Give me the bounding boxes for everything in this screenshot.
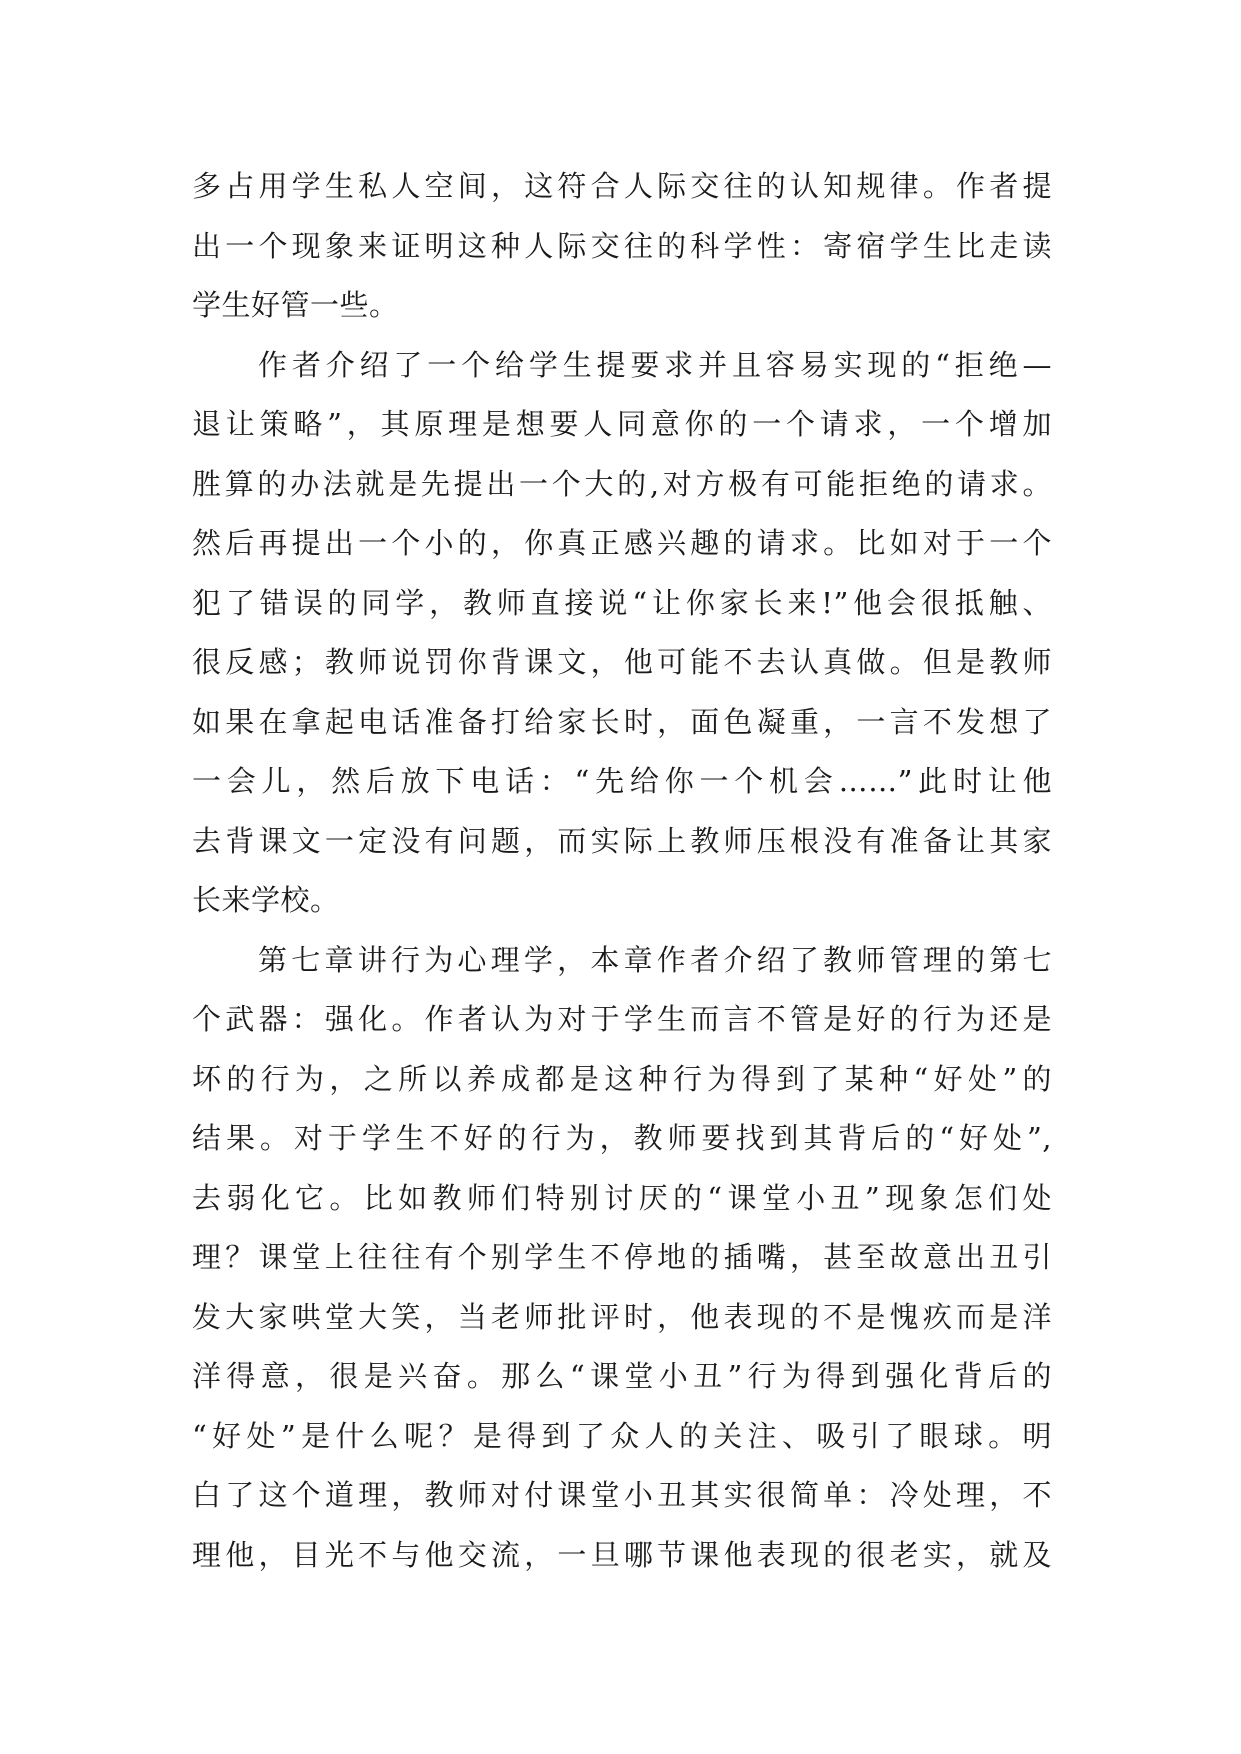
text-line: 胜算的办法就是先提出一个大的,对方极有可能拒绝的请求。 [192,466,1052,501]
text-line: 去弱化它。比如教师们特别讨厌的“课堂小丑”现象怎们处 [192,1180,1052,1215]
text-line: 长来学校。 [192,883,340,917]
text-line: 理他，目光不与他交流，一旦哪节课他表现的很老实，就及 [192,1537,1052,1572]
text-line: 理？课堂上往往有个别学生不停地的插嘴，甚至故意出丑引 [192,1240,1052,1274]
text-line: 第七章讲行为心理学，本章作者介绍了教师管理的第七 [258,942,1052,977]
text-line: 白了这个道理，教师对付课堂小丑其实很简单：冷处理，不 [192,1478,1052,1512]
text-line: 学生好管一些。 [192,288,399,322]
text-line: 出一个现象来证明这种人际交往的科学性：寄宿学生比走读 [192,228,1052,263]
text-line: 结果。对于学生不好的行为，教师要找到其背后的“好处”, [192,1121,1052,1155]
text-line: 多占用学生私人空间，这符合人际交往的认知规律。作者提 [192,169,1052,203]
text-line: 作者介绍了一个给学生提要求并且容易实现的“拒绝— [258,347,1052,382]
text-line: 很反感；教师说罚你背课文，他可能不去认真做。但是教师 [192,645,1052,679]
text-line: 个武器：强化。作者认为对于学生而言不管是好的行为还是 [192,1002,1052,1036]
text-line: 洋得意，很是兴奋。那么“课堂小丑”行为得到强化背后的 [192,1359,1052,1393]
text-line: 退让策略”，其原理是想要人同意你的一个请求，一个增加 [192,407,1052,441]
text-line: 去背课文一定没有问题，而实际上教师压根没有准备让其家 [192,823,1052,858]
text-line: 如果在拿起电话准备打给家长时，面色凝重，一言不发想了 [192,704,1052,739]
text-line: 犯了错误的同学，教师直接说“让你家长来!”他会很抵触、 [192,585,1052,620]
text-line: 发大家哄堂大笑，当老师批评时，他表现的不是愧疚而是洋 [192,1299,1052,1334]
text-line: 坏的行为，之所以养成都是这种行为得到了某种“好处”的 [192,1061,1052,1096]
text-line: 然后再提出一个小的，你真正感兴趣的请求。比如对于一个 [192,526,1052,560]
body-text [192,157,1052,1585]
text-line: 一会儿，然后放下电话：“先给你一个机会……”此时让他 [192,764,1052,798]
text-line: “好处”是什么呢？是得到了众人的关注、吸引了眼球。明 [192,1418,1052,1453]
